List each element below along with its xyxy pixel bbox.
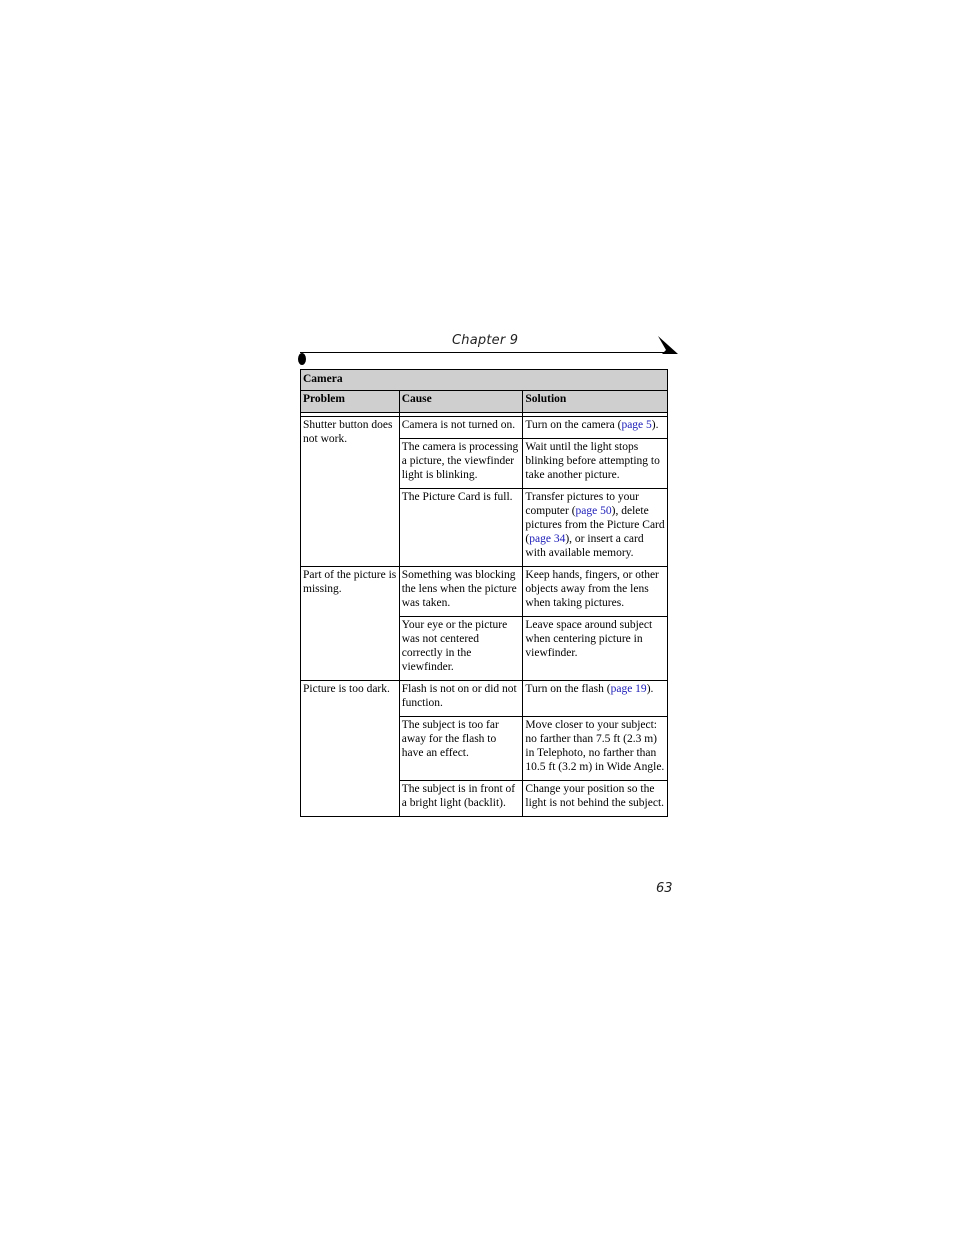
- column-header-problem: Problem: [301, 391, 400, 413]
- solution-cell: Turn on the flash (page 19).: [523, 681, 668, 717]
- page-link[interactable]: page 50: [575, 505, 612, 517]
- solution-cell: Turn on the camera (page 5).: [523, 417, 668, 439]
- troubleshooting-table: [300, 369, 668, 817]
- header-rule: [300, 352, 666, 353]
- header-rule-bullet: [298, 353, 306, 365]
- cause-cell: The subject is in front of a bright light (backlit).: [399, 781, 523, 817]
- solution-cell: Keep hands, fingers, or other objects away from the lens when taking pictures.: [523, 567, 668, 617]
- cause-cell: The Picture Card is full.: [399, 489, 523, 567]
- cause-cell: Camera is not turned on.: [399, 417, 523, 439]
- solution-cell: Move closer to your subject: no farther than 7.5 ft (2.3 m) in Telephoto, no farther than 10.5 ft (3.2 m) in Wide Angle.: [523, 717, 668, 781]
- cause-cell: Your eye or the picture was not centered correctly in the viewfinder.: [399, 617, 523, 681]
- table-row: [301, 567, 668, 617]
- solution-cell: Transfer pictures to your computer (page 50), delete pictures from the Picture Card (page 34), or insert a card with available memory.: [523, 489, 668, 567]
- problem-cell: Picture is too dark.: [301, 681, 400, 817]
- solution-cell: Change your position so the light is not behind the subject.: [523, 781, 668, 817]
- solution-cell: Wait until the light stops blinking before attempting to take another picture.: [523, 439, 668, 489]
- table-row: [301, 681, 668, 717]
- cause-cell: The camera is processing a picture, the viewfinder light is blinking.: [399, 439, 523, 489]
- solution-cell: Leave space around subject when centering picture in viewfinder.: [523, 617, 668, 681]
- cause-cell: Flash is not on or did not function.: [399, 681, 523, 717]
- cause-cell: The subject is too far away for the flash to have an effect.: [399, 717, 523, 781]
- page-link[interactable]: page 19: [610, 683, 647, 695]
- column-header-solution: Solution: [523, 391, 668, 413]
- table-row: [301, 417, 668, 439]
- problem-cell: Shutter button does not work.: [301, 417, 400, 567]
- table-caption: Camera: [301, 370, 668, 391]
- column-header-cause: Cause: [399, 391, 523, 413]
- page-link[interactable]: page 34: [529, 533, 566, 545]
- cause-cell: Something was blocking the lens when the picture was taken.: [399, 567, 523, 617]
- header-arrow-icon: [656, 336, 678, 356]
- page-link[interactable]: page 5: [621, 419, 652, 431]
- problem-cell: Part of the picture is missing.: [301, 567, 400, 681]
- chapter-header: Chapter 9: [452, 333, 519, 348]
- page-number: 63: [656, 881, 673, 896]
